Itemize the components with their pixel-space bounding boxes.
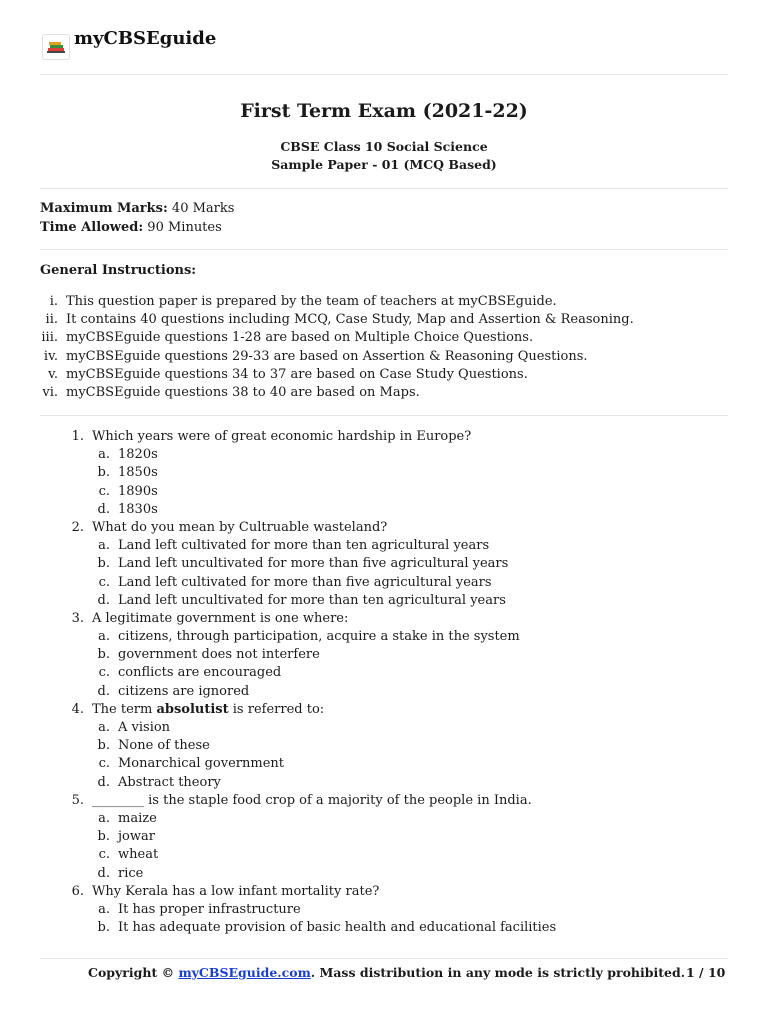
instruction-number: iii.: [41, 330, 58, 346]
page-number: 1 / 10: [686, 965, 726, 980]
option-text: citizens are ignored: [118, 683, 250, 699]
questions-list: [40, 428, 728, 937]
option-item: [92, 901, 728, 919]
option-label: b.: [97, 647, 110, 663]
question-text-pre: ________ is the staple food crop of a majority of the people in India.: [92, 792, 532, 808]
question-text: [92, 701, 728, 719]
question-item: [40, 792, 728, 883]
option-item: [92, 446, 728, 464]
option-label: a.: [98, 447, 110, 463]
question-number: 4.: [71, 701, 84, 717]
option-text: conflicts are encouraged: [118, 665, 282, 681]
divider: [40, 188, 728, 189]
option-text: Monarchical government: [118, 756, 284, 772]
option-text: jowar: [118, 829, 155, 845]
time-value: 90 Minutes: [147, 220, 222, 235]
instruction-number: v.: [48, 366, 58, 382]
option-label: a.: [98, 901, 110, 917]
question-item: [40, 610, 728, 701]
option-item: [92, 810, 728, 828]
option-text: wheat: [118, 847, 159, 863]
option-text: 1830s: [118, 501, 158, 517]
option-item: [92, 628, 728, 646]
time-allowed: [40, 220, 222, 235]
question-text-pre: The term: [92, 701, 157, 717]
question-item: [40, 428, 728, 519]
option-text: government does not interfere: [118, 647, 320, 663]
instruction-text: myCBSEguide questions 38 to 40 are based on Maps.: [66, 384, 420, 400]
question-text-bold: absolutist: [156, 701, 229, 717]
instructions-list: [40, 293, 728, 402]
option-item: [92, 574, 728, 592]
option-item: [92, 919, 728, 937]
option-text: maize: [118, 810, 157, 826]
instruction-number: iv.: [43, 348, 58, 364]
question-number: 5.: [71, 792, 84, 808]
subtitle-class: CBSE Class 10 Social Science: [280, 139, 488, 154]
question-text: [92, 428, 728, 446]
option-text: rice: [118, 865, 144, 881]
option-label: d.: [97, 683, 110, 699]
option-item: [92, 865, 728, 883]
instruction-item: [40, 366, 728, 384]
option-label: d.: [97, 865, 110, 881]
copyright-prefix: Copyright ©: [88, 965, 179, 980]
options-list: [92, 537, 728, 610]
option-text: Abstract theory: [118, 774, 221, 790]
option-item: [92, 719, 728, 737]
question-text-pre: What do you mean by Cultruable wasteland?: [92, 519, 388, 535]
option-item: [92, 592, 728, 610]
instruction-item: [40, 293, 728, 311]
option-text: None of these: [118, 738, 210, 754]
option-label: b.: [97, 465, 110, 481]
option-label: b.: [97, 738, 110, 754]
instruction-number: vi.: [42, 384, 58, 400]
question-number: 3.: [71, 610, 84, 626]
option-text: 1850s: [118, 465, 158, 481]
marks-label: Maximum Marks:: [40, 201, 168, 216]
option-text: 1890s: [118, 483, 158, 499]
option-label: b.: [97, 920, 110, 936]
divider: [40, 415, 728, 416]
option-text: A vision: [118, 720, 171, 735]
option-text: Land left uncultivated for more than five agricultural years: [118, 556, 509, 572]
question-number: 2.: [71, 519, 84, 535]
question-number: 6.: [71, 883, 84, 899]
option-item: [92, 846, 728, 864]
question-text-post: is referred to:: [228, 701, 325, 717]
question-text: [92, 883, 728, 901]
option-label: c.: [98, 665, 110, 681]
page-title: First Term Exam (2021-22): [240, 100, 528, 122]
time-label: Time Allowed:: [40, 220, 144, 235]
option-label: d.: [97, 501, 110, 517]
instruction-text: This question paper is prepared by the team of teachers at myCBSEguide.: [66, 294, 557, 309]
option-label: a.: [98, 720, 110, 735]
instruction-number: ii.: [45, 312, 58, 328]
option-item: [92, 664, 728, 682]
instruction-item: [40, 311, 728, 329]
question-number: 1.: [71, 429, 84, 444]
brand-name[interactable]: myCBSEguide: [74, 28, 217, 49]
option-label: d.: [97, 774, 110, 790]
question-item: [40, 701, 728, 792]
option-label: a.: [98, 538, 110, 554]
options-list: [92, 901, 728, 937]
footer-divider: [40, 958, 728, 959]
copyright-suffix: . Mass distribution in any mode is strictly prohibited.: [310, 965, 686, 980]
instruction-item: [40, 329, 728, 347]
question-text: [92, 519, 728, 537]
question-item: [40, 883, 728, 938]
options-list: [92, 628, 728, 701]
marks-value: 40 Marks: [171, 201, 235, 216]
option-label: c.: [98, 756, 110, 772]
option-label: c.: [98, 574, 110, 590]
divider: [40, 249, 728, 250]
option-item: [92, 737, 728, 755]
options-list: [92, 446, 728, 519]
option-item: [92, 464, 728, 482]
option-label: b.: [97, 829, 110, 845]
option-item: [92, 755, 728, 773]
option-item: [92, 501, 728, 519]
question-item: [40, 519, 728, 610]
option-item: [92, 646, 728, 664]
book-stack-icon: [42, 34, 70, 60]
question-text: [92, 792, 728, 810]
option-item: [92, 683, 728, 701]
instructions-heading: General Instructions:: [40, 263, 197, 278]
instruction-item: [40, 384, 728, 402]
question-text-pre: Why Kerala has a low infant mortality rate?: [92, 883, 380, 899]
option-text: Land left cultivated for more than five agricultural years: [118, 574, 492, 590]
instruction-text: myCBSEguide questions 1-28 are based on Multiple Choice Questions.: [66, 330, 534, 346]
option-text: It has proper infrastructure: [118, 901, 301, 917]
instruction-number: i.: [49, 294, 58, 309]
option-item: [92, 555, 728, 573]
question-text-pre: A legitimate government is one where:: [92, 610, 349, 626]
options-list: [92, 719, 728, 792]
option-label: a.: [98, 810, 110, 826]
option-text: Land left cultivated for more than ten agricultural years: [118, 538, 490, 554]
instruction-text: myCBSEguide questions 29-33 are based on Assertion & Reasoning Questions.: [66, 348, 588, 364]
option-label: c.: [98, 483, 110, 499]
option-label: d.: [97, 592, 110, 608]
option-text: 1820s: [118, 447, 158, 463]
option-item: [92, 774, 728, 792]
maximum-marks: [40, 201, 234, 216]
instruction-item: [40, 348, 728, 366]
instruction-text: myCBSEguide questions 34 to 37 are based on Case Study Questions.: [66, 366, 528, 382]
option-label: b.: [97, 556, 110, 572]
question-text: [92, 610, 728, 628]
page-header: [40, 28, 728, 75]
option-text: It has adequate provision of basic health and educational facilities: [118, 920, 557, 936]
instruction-text: It contains 40 questions including MCQ, Case Study, Map and Assertion & Reasoning.: [66, 312, 634, 328]
option-label: c.: [98, 847, 110, 863]
option-text: citizens, through participation, acquire a stake in the system: [118, 629, 520, 645]
options-list: [92, 810, 728, 883]
option-label: a.: [98, 629, 110, 645]
option-text: Land left uncultivated for more than ten agricultural years: [118, 592, 506, 608]
footer-link[interactable]: myCBSEguide.com: [178, 965, 311, 980]
option-item: [92, 828, 728, 846]
subtitle-paper: Sample Paper - 01 (MCQ Based): [271, 157, 497, 172]
option-item: [92, 537, 728, 555]
footer-copyright: [88, 965, 685, 980]
question-text-pre: Which years were of great economic hardship in Europe?: [92, 429, 472, 444]
option-item: [92, 483, 728, 501]
